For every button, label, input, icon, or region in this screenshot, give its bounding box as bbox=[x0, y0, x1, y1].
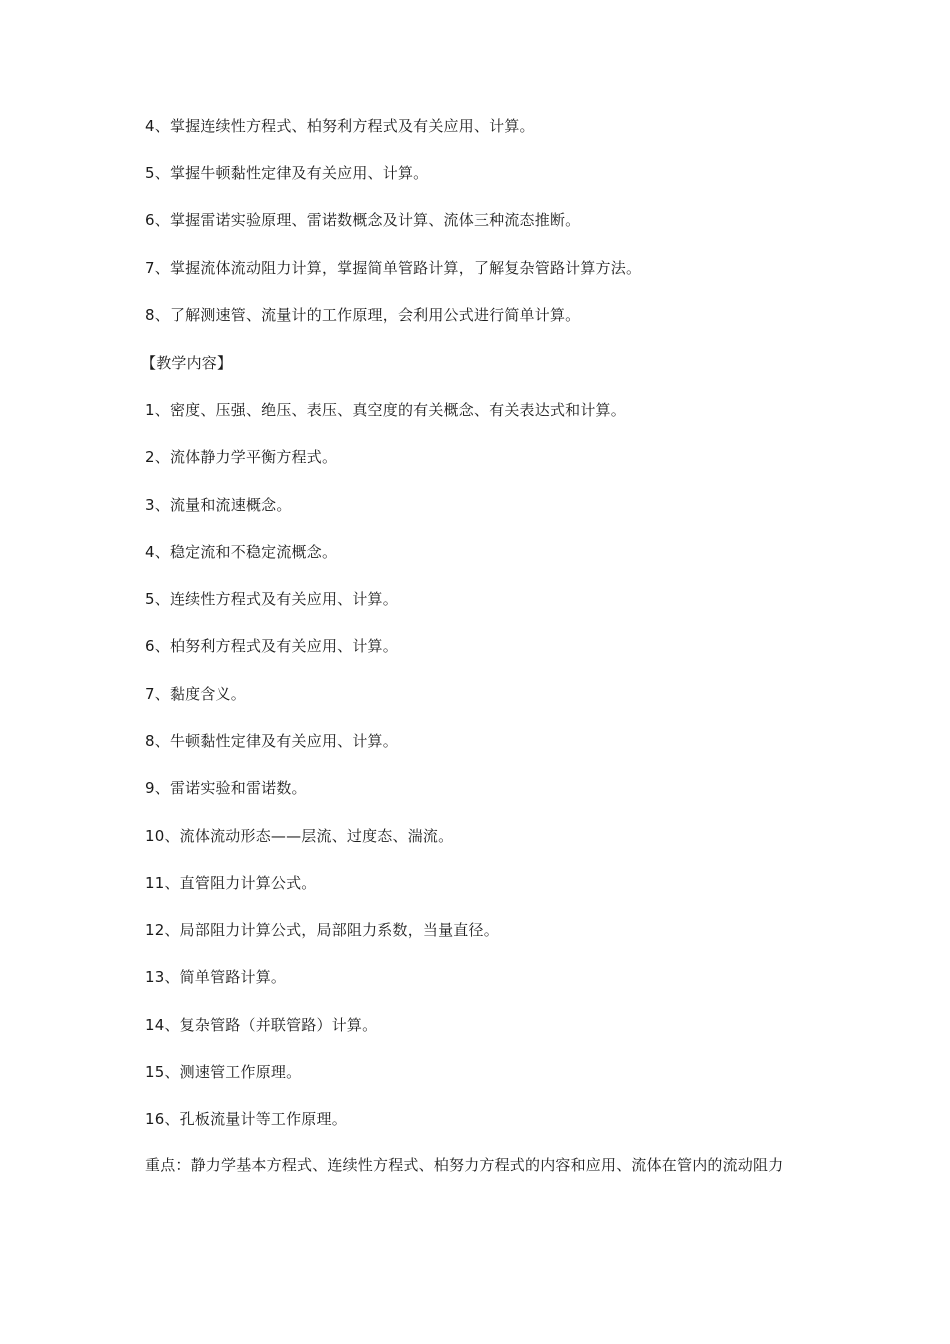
content-item: 9、雷诺实验和雷诺数。 bbox=[145, 779, 307, 797]
objective-item: 7、掌握流体流动阻力计算，掌握简单管路计算，了解复杂管路计算方法。 bbox=[145, 259, 642, 277]
content-item: 7、黏度含义。 bbox=[145, 685, 246, 703]
content-item: 14、复杂管路（并联管路）计算。 bbox=[145, 1016, 378, 1034]
content-item: 2、流体静力学平衡方程式。 bbox=[145, 448, 338, 466]
objective-item: 5、掌握牛顿黏性定律及有关应用、计算。 bbox=[145, 164, 429, 182]
section-heading: 【教学内容】 bbox=[141, 354, 233, 372]
content-item: 16、孔板流量计等工作原理。 bbox=[145, 1110, 347, 1128]
content-item: 12、局部阻力计算公式，局部阻力系数，当量直径。 bbox=[145, 921, 499, 939]
content-item: 4、稳定流和不稳定流概念。 bbox=[145, 543, 338, 561]
objective-item: 6、掌握雷诺实验原理、雷诺数概念及计算、流体三种流态推断。 bbox=[145, 211, 581, 229]
content-item: 15、测速管工作原理。 bbox=[145, 1063, 302, 1081]
content-item: 1、密度、压强、绝压、表压、真空度的有关概念、有关表达式和计算。 bbox=[145, 401, 626, 419]
objective-item: 8、了解测速管、流量计的工作原理，会利用公式进行简单计算。 bbox=[145, 306, 581, 324]
key-points: 重点：静力学基本方程式、连续性方程式、柏努力方程式的内容和应用、流体在管内的流动阻力 bbox=[145, 1156, 784, 1174]
content-item: 11、直管阻力计算公式。 bbox=[145, 874, 317, 892]
content-item: 3、流量和流速概念。 bbox=[145, 496, 292, 514]
content-item: 6、柏努利方程式及有关应用、计算。 bbox=[145, 637, 398, 655]
objective-item: 4、掌握连续性方程式、柏努利方程式及有关应用、计算。 bbox=[145, 117, 535, 135]
content-item: 5、连续性方程式及有关应用、计算。 bbox=[145, 590, 398, 608]
content-item: 8、牛顿黏性定律及有关应用、计算。 bbox=[145, 732, 398, 750]
content-item: 13、简单管路计算。 bbox=[145, 968, 287, 986]
content-item: 10、流体流动形态——层流、过度态、湍流。 bbox=[145, 827, 454, 845]
